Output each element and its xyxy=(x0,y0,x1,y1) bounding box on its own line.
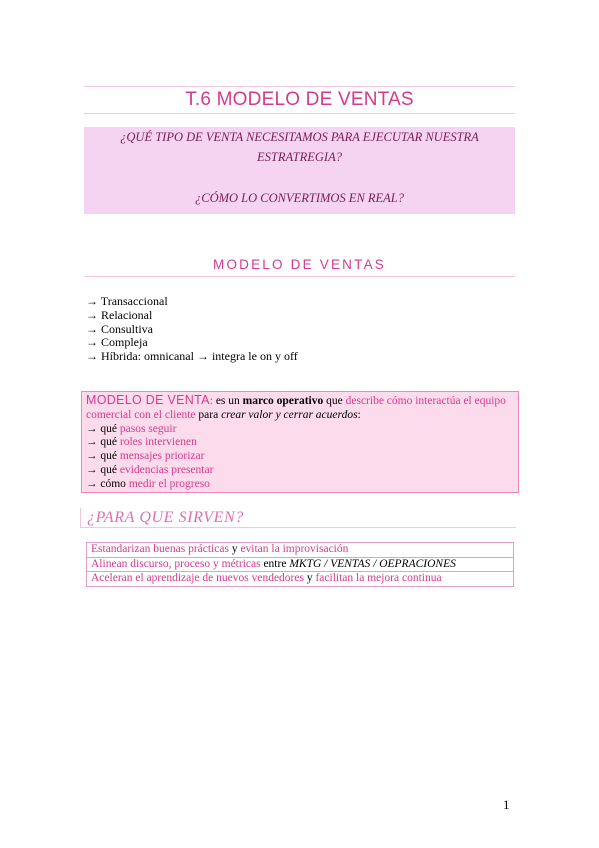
why-heading xyxy=(80,508,516,528)
benefit-part-b: y xyxy=(228,543,241,555)
questions-box xyxy=(84,127,515,214)
definition-item xyxy=(86,436,514,450)
definition-item-prefix: → qué xyxy=(86,463,120,476)
sale-types-list xyxy=(86,295,298,364)
definition-item-text: evidencias presentar xyxy=(119,463,214,476)
table-cell xyxy=(87,572,514,587)
definition-item xyxy=(86,450,514,464)
definition-item-prefix: → qué xyxy=(86,450,120,463)
sale-type-item: → Transaccional xyxy=(86,294,168,308)
section-heading xyxy=(84,256,515,277)
section-heading-text: MODELO DE VENTAS xyxy=(213,257,386,272)
definition-item xyxy=(86,464,514,478)
sale-type-item: → Relacional xyxy=(86,307,153,322)
benefit-part-c: facilitan la mejora continua xyxy=(315,572,442,584)
benefit-part-c: evitan la improvisación xyxy=(240,543,349,555)
sale-type-item: → Consultiva xyxy=(86,321,154,336)
definition-para: para xyxy=(195,408,222,421)
benefit-part-a: Alinean discurso, proceso y métricas xyxy=(91,557,261,570)
definition-item-text: medir el progreso xyxy=(128,477,210,490)
definition-que: que xyxy=(323,395,346,407)
question-line-2: ESTRATREGIA? xyxy=(257,150,342,164)
question-line-1: ¿QUÉ TIPO DE VENTA NECESITAMOS PARA EJECUTAR NUESTRA xyxy=(120,130,479,144)
table-cell xyxy=(87,557,514,572)
table-row xyxy=(87,543,514,558)
definition-es-un: es un xyxy=(215,395,243,407)
definition-crear: crear valor y cerrar acuerdos xyxy=(221,408,358,421)
table-cell xyxy=(87,543,514,558)
benefit-part-b: y xyxy=(303,572,316,584)
benefits-table xyxy=(86,542,514,587)
definition-item-text: mensajes priorizar xyxy=(119,450,205,463)
definition-item-text: pasos seguir xyxy=(119,422,177,435)
definition-item-text: roles intervienen xyxy=(119,436,197,449)
benefit-part-a: Aceleran el aprendizaje de nuevos vendedores xyxy=(91,572,304,584)
definition-item-prefix: → cómo xyxy=(86,477,129,490)
definition-colon: : xyxy=(209,395,216,407)
definition-item xyxy=(86,478,514,492)
definition-text xyxy=(86,394,514,423)
definition-item-prefix: → qué xyxy=(86,436,120,449)
benefit-part-b: entre xyxy=(260,557,290,570)
definition-marco: marco operativo xyxy=(242,395,324,407)
sale-type-item: → Híbrida: omnicanal → integra le on y off xyxy=(86,349,298,364)
table-row xyxy=(87,557,514,572)
definition-item xyxy=(86,423,514,437)
table-row xyxy=(87,572,514,587)
definition-term: MODELO DE VENTA xyxy=(86,393,210,407)
definition-end: : xyxy=(357,408,361,421)
title-bar xyxy=(84,86,515,114)
page-number: 1 xyxy=(503,797,510,812)
why-heading-text: ¿PARA QUE SIRVEN? xyxy=(87,509,244,526)
definition-box xyxy=(81,391,519,493)
sale-type-item: → Compleja xyxy=(86,335,148,350)
definition-describe: describe cómo interactúa el equipo comercial con el cliente xyxy=(86,395,506,421)
benefit-part-c: MKTG / VENTAS / OEPRACIONES xyxy=(289,557,456,570)
page-title: T.6 MODELO DE VENTAS xyxy=(185,89,414,110)
definition-item-prefix: → qué xyxy=(86,422,120,435)
question-line-3: ¿CÓMO LO CONVERTIMOS EN REAL? xyxy=(194,191,405,205)
benefit-part-a: Estandarizan buenas prácticas xyxy=(91,543,229,555)
